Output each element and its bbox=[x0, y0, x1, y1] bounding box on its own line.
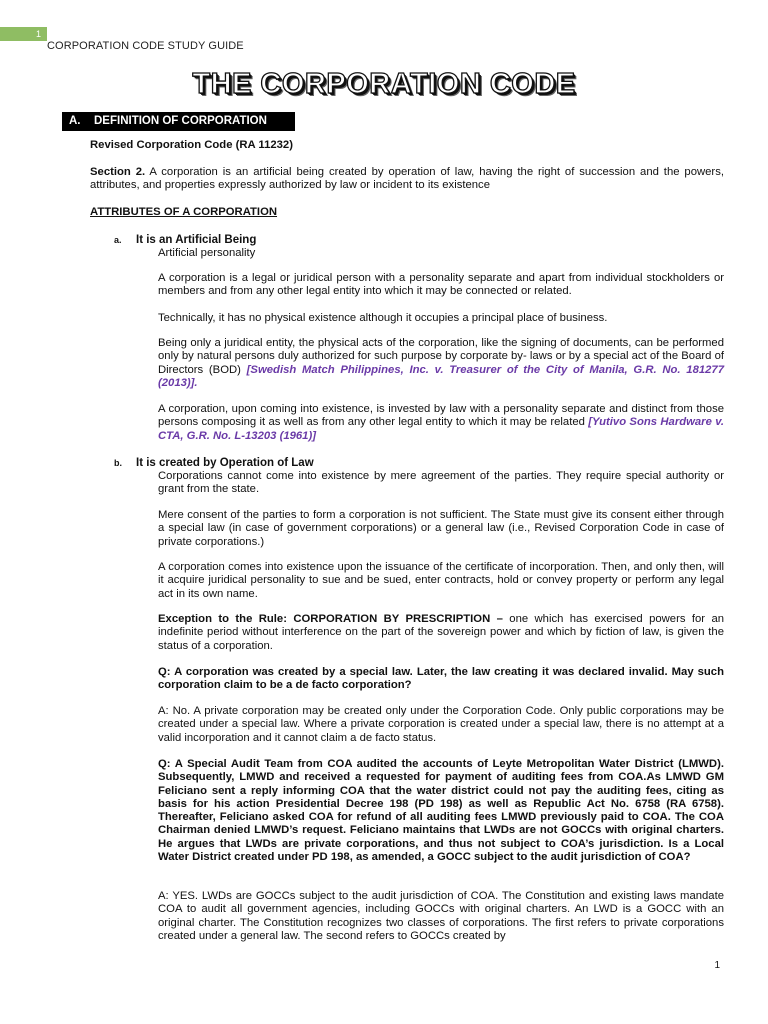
attributes-heading: ATTRIBUTES OF A CORPORATION bbox=[90, 206, 278, 218]
section-2-paragraph bbox=[90, 166, 724, 193]
item-a-subtitle: Artificial personality bbox=[158, 247, 256, 259]
case-citation: [Yutivo Sons Hardware v. CTA, G.R. No. L-13203 (1961)] bbox=[158, 416, 724, 442]
footer-page-number: 1 bbox=[714, 960, 720, 971]
section-heading-bar bbox=[62, 112, 295, 131]
item-b-heading bbox=[114, 457, 314, 469]
section-letter: A. bbox=[69, 115, 81, 127]
section-2-label: Section 2. bbox=[90, 166, 146, 178]
item-b-paragraph-3: A corporation comes into existence upon the issuance of the certificate of incorporation. Then, and only then, will it acquire juridical personality to sue and be sued, enter contracts, hold or convey property or perform any legal act in its own name. bbox=[158, 561, 724, 600]
running-header: CORPORATION CODE STUDY GUIDE bbox=[47, 40, 244, 52]
item-a-heading bbox=[114, 234, 256, 246]
exception-text: one which has exercised powers for an indefinite period without interference on the part of the sovereign power and which by fiction of law, is given the status of a corporation. bbox=[158, 613, 725, 652]
exception-paragraph bbox=[158, 613, 724, 653]
item-a-paragraph-4 bbox=[158, 403, 724, 443]
item-a-p4-text: A corporation, upon coming into existence, is invested by law with a personality separate and distinct from those persons composing it as well as from any other legal entity to which it may be related bbox=[158, 403, 724, 429]
page-number-tab: 1 bbox=[0, 27, 47, 41]
section-label: DEFINITION OF CORPORATION bbox=[94, 115, 267, 127]
item-a-paragraph-2: Technically, it has no physical existence although it occupies a principal place of business. bbox=[158, 312, 608, 324]
item-b-marker: b. bbox=[114, 458, 122, 468]
item-b-paragraph-2: Mere consent of the parties to form a corporation is not sufficient. The State must give its consent either through a special law (in case of government corporations) or a general law (i.e., Revised Corporation Code in case of private corporations.) bbox=[158, 509, 724, 548]
item-a-title: It is an Artificial Being bbox=[136, 234, 257, 246]
item-a-paragraph-3 bbox=[158, 337, 724, 390]
document-title: THE CORPORATION CODE bbox=[192, 68, 576, 100]
answer-1: A: No. A private corporation may be created only under the Corporation Code. Only public corporations may be created under a special law. Where a private corporation is created under a special law, there is no attempt at a valid incorporation and it cannot claim a de facto status. bbox=[158, 705, 724, 744]
item-a-p3-text: Being only a juridical entity, the physical acts of the corporation, like the signing of documents, can be performed only by natural persons duly authorized for such purpose by corporate by- laws or by a special act of the Board of Directors (BOD) bbox=[158, 337, 724, 376]
item-b-paragraph-1: Corporations cannot come into existence by mere agreement of the parties. They require special authority or grant from the state. bbox=[158, 470, 724, 496]
section-2-text: A corporation is an artificial being created by operation of law, having the right of succession and the powers, attributes, and properties expressly authorized by law or incident to its existence bbox=[90, 166, 724, 192]
item-a-paragraph-1: A corporation is a legal or juridical person with a personality separate and apart from individual stockholders or members and from any other legal entity into which it may be connected or related. bbox=[158, 272, 724, 298]
question-1: Q: A corporation was created by a special law. Later, the law creating it was declared invalid. May such corporation claim to be a de facto corporation? bbox=[158, 666, 724, 692]
item-a-marker: a. bbox=[114, 235, 122, 245]
exception-label: Exception to the Rule: bbox=[158, 613, 294, 625]
answer-2: A: YES. LWDs are GOCCs subject to the audit jurisdiction of COA. The Constitution and existing laws mandate COA to audit all government agencies, including GOCCs with original charters. An LWD is a GOCC with an original charter. The Constitution recognizes two classes of corporations. The first refers to private corporations created under a general law. The second refers to GOCCs created by bbox=[158, 890, 724, 942]
item-b-title: It is created by Operation of Law bbox=[136, 457, 314, 469]
statute-title: Revised Corporation Code (RA 11232) bbox=[90, 139, 293, 151]
question-2: Q: A Special Audit Team from COA audited the accounts of Leyte Metropolitan Water District (LMWD). Subsequently, LMWD and received a requested for payment of auditing fees from COA.As LMWD GM Feliciano sent a reply informing COA that the water district could not pay the auditing fees, citing as basis for his action Presidential Decree 198 (PD 198) as well as Republic Act No. 6758 (RA 6758). Thereafter, Feliciano asked COA for refund of all auditing fees LMWD previously paid to COA. The COA Chairman denied LMWD’s request. Feliciano maintains that LWDs are not GOCCs with original charters. He argues that LWDs are private corporations, and thus not subject to COA’s jurisdiction. Is a Local Water District created under PD 198, as amended, a GOCC subject to the audit jurisdiction of COA? bbox=[158, 758, 724, 864]
exception-term: CORPORATION BY PRESCRIPTION – bbox=[293, 613, 510, 625]
case-citation: [Swedish Match Philippines, Inc. v. Treasurer of the City of Manila, G.R. No. 181277 (2013)]. bbox=[158, 363, 725, 389]
